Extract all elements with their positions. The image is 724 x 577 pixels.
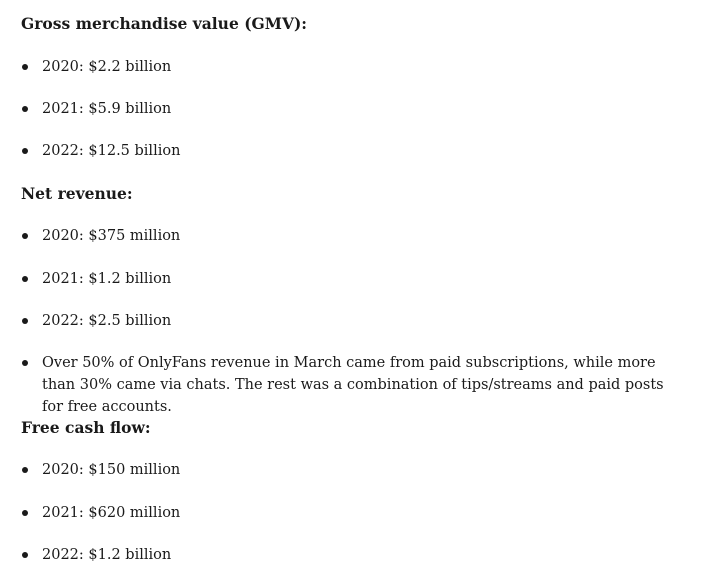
section-heading-gmv: Gross merchandise value (GMV): bbox=[21, 14, 308, 33]
section-heading-net-revenue: Net revenue: bbox=[21, 184, 133, 203]
section-heading-free-cash-flow: Free cash flow: bbox=[21, 418, 151, 437]
bullet-icon bbox=[22, 276, 28, 282]
list-item: 2021: $5.9 billion bbox=[21, 98, 701, 120]
list-item: 2020: $150 million bbox=[21, 459, 701, 481]
bullet-icon bbox=[22, 510, 28, 516]
list-item: 2022: $2.5 billion bbox=[21, 310, 701, 332]
list-item: 2021: $620 million bbox=[21, 502, 701, 524]
bullet-icon bbox=[22, 360, 28, 366]
bullet-icon bbox=[22, 318, 28, 324]
list-item: 2021: $1.2 billion bbox=[21, 268, 701, 290]
list-item: 2022: $12.5 billion bbox=[21, 140, 701, 162]
bullet-icon bbox=[22, 148, 28, 154]
bullet-icon bbox=[22, 552, 28, 558]
bullet-icon bbox=[22, 106, 28, 112]
list-item: Over 50% of OnlyFans revenue in March came from paid subscriptions, while more than 30% came via chats. The rest was a combination of tips/streams and paid posts for free accounts. bbox=[21, 352, 701, 418]
bullet-icon bbox=[22, 233, 28, 239]
list-item: 2020: $375 million bbox=[21, 225, 701, 247]
bullet-icon bbox=[22, 64, 28, 70]
bullet-icon bbox=[22, 467, 28, 473]
list-item: 2022: $1.2 billion bbox=[21, 544, 701, 566]
list-item: 2020: $2.2 billion bbox=[21, 56, 701, 78]
